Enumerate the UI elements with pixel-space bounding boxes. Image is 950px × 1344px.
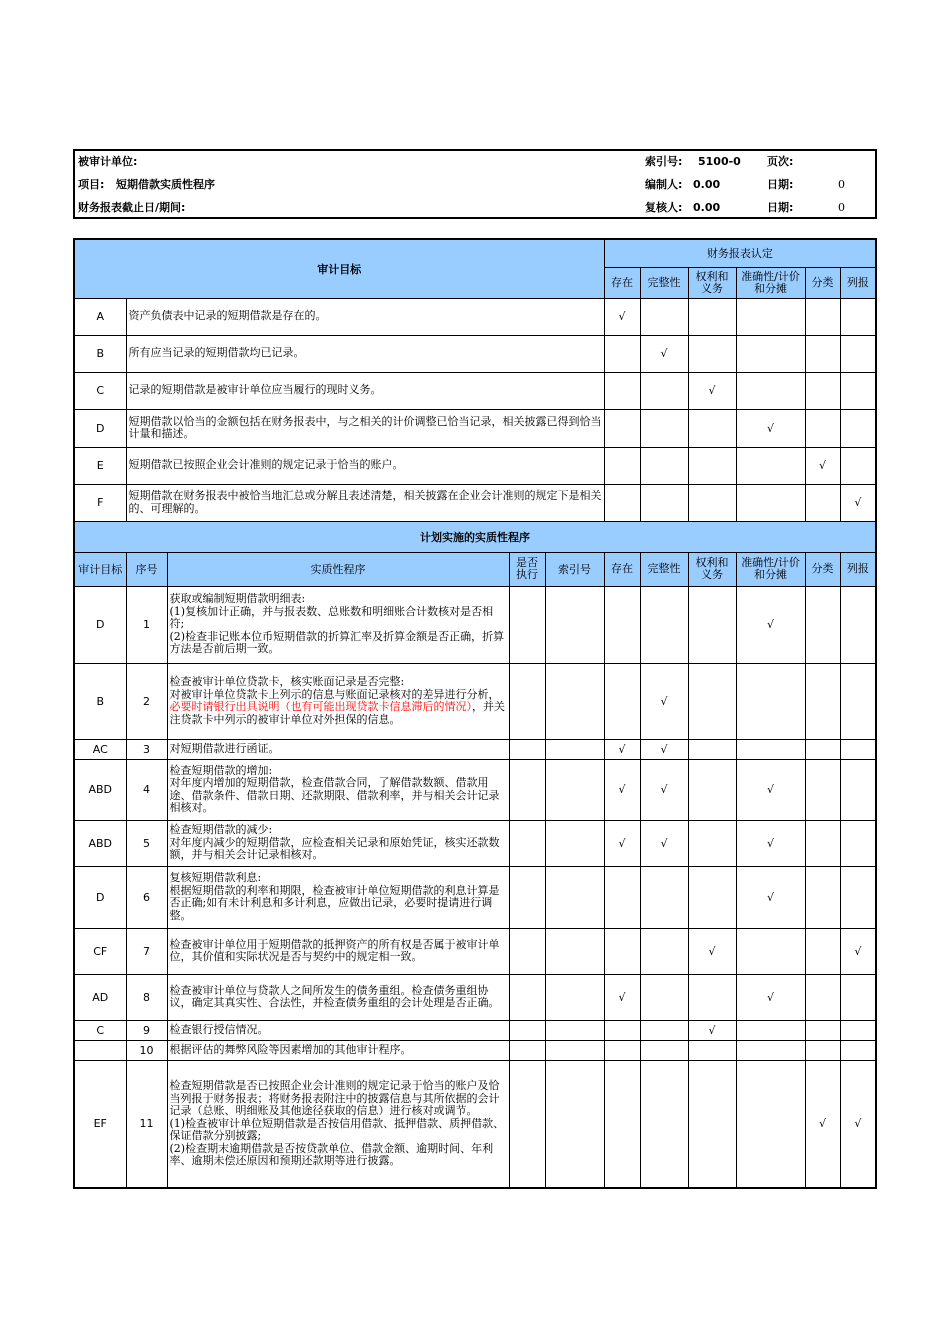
procedure-text	[167, 974, 509, 1020]
check-cell	[688, 1060, 736, 1188]
check-cell: √	[688, 1020, 736, 1040]
check-cell: √	[736, 759, 805, 820]
objective-text: 所有应当记录的短期借款均已记录。	[126, 335, 604, 372]
procedure-seq: 11	[126, 1060, 167, 1188]
check-cell: √	[640, 663, 688, 739]
procedure-seq: 8	[126, 974, 167, 1020]
executed-cell	[509, 866, 545, 928]
assertion-group-header: 财务报表认定	[604, 239, 876, 267]
check-cell: √	[604, 759, 640, 820]
header-row-1	[78, 152, 874, 172]
procedure-text	[167, 759, 509, 820]
check-cell	[688, 586, 736, 663]
check-cell: √	[736, 409, 805, 447]
procedure-text	[167, 820, 509, 866]
objective-text: 资产负债表中记录的短期借款是存在的。	[126, 298, 604, 335]
procedure-line: ，并关注贷款卡中列示的被审计单位对外担保的信息。	[169, 700, 505, 726]
procedure-objective-code: CF	[74, 928, 126, 974]
procedure-row	[74, 866, 876, 928]
check-cell	[840, 866, 876, 928]
check-cell: √	[840, 928, 876, 974]
index-cell	[545, 586, 604, 663]
objective-code: C	[74, 372, 126, 409]
objective-row	[74, 372, 876, 409]
procedure-objective-code	[74, 1040, 126, 1060]
assertion-header-4: 分类	[805, 552, 840, 586]
audit-program-table	[73, 238, 877, 1189]
date-label: 日期:	[767, 178, 794, 191]
procedure-row	[74, 663, 876, 739]
index-cell	[545, 820, 604, 866]
index-cell	[545, 759, 604, 820]
check-cell	[840, 335, 876, 372]
assertion-header-5: 列报	[840, 552, 876, 586]
assertion-header-0: 存在	[604, 552, 640, 586]
period-label: 财务报表截止日/期间:	[78, 201, 186, 214]
check-cell	[805, 759, 840, 820]
document-header	[73, 149, 877, 219]
procedure-text	[167, 1020, 509, 1040]
procedure-text	[167, 928, 509, 974]
check-cell: √	[640, 820, 688, 866]
check-cell	[604, 928, 640, 974]
procedure-objective-code: C	[74, 1020, 126, 1040]
check-cell	[640, 928, 688, 974]
check-cell	[688, 866, 736, 928]
check-cell	[640, 1060, 688, 1188]
check-cell	[604, 447, 640, 484]
date2-label: 日期:	[767, 201, 794, 214]
check-cell	[604, 372, 640, 409]
objective-text: 短期借款以恰当的金额包括在财务报表中，与之相关的计价调整已恰当记录，相关披露已得到恰当计量和描述。	[126, 409, 604, 447]
procedure-line: 根据评估的舞弊风险等因素增加的其他审计程序。	[169, 1042, 412, 1056]
assertion-header-0: 存在	[604, 267, 640, 298]
procedure-line: 根据短期借款的利率和期限，检查被审计单位短期借款的利息计算是否正确;如有未计利息和多计利息，应做出记录，必要时提请进行调整。	[169, 883, 500, 922]
check-cell	[840, 739, 876, 759]
procedures-title-row	[74, 521, 876, 552]
procedure-seq: 4	[126, 759, 167, 820]
check-cell	[840, 1040, 876, 1060]
index-cell	[545, 1040, 604, 1060]
procedure-line: (2)检查期末逾期借款是否按贷款单位、借款金额、逾期时间、年利率、逾期未偿还原因和预期还款期等进行披露。	[169, 1141, 494, 1167]
check-cell: √	[840, 484, 876, 521]
procedure-line: 对年度内减少的短期借款，应检查相关记录和原始凭证，核实还款数额，并与相关会计记录相核对。	[169, 835, 500, 862]
check-cell	[640, 1020, 688, 1040]
procedure-row	[74, 759, 876, 820]
index-cell	[545, 866, 604, 928]
procedure-text	[167, 1060, 509, 1188]
check-cell: √	[736, 974, 805, 1020]
index-cell	[545, 928, 604, 974]
check-cell: √	[640, 739, 688, 759]
executed-cell	[509, 739, 545, 759]
check-cell	[688, 335, 736, 372]
objective-row	[74, 409, 876, 447]
procedure-row	[74, 586, 876, 663]
procedure-seq: 6	[126, 866, 167, 928]
preparer-label: 编制人:	[645, 178, 683, 191]
check-cell	[805, 739, 840, 759]
check-cell	[805, 586, 840, 663]
check-cell	[640, 484, 688, 521]
check-cell	[805, 663, 840, 739]
check-cell: √	[604, 298, 640, 335]
page-label: 页次:	[767, 155, 794, 168]
procedures-title: 计划实施的实质性程序	[74, 521, 876, 552]
objective-text: 记录的短期借款是被审计单位应当履行的现时义务。	[126, 372, 604, 409]
procedure-text	[167, 1040, 509, 1060]
check-cell	[805, 1020, 840, 1040]
objective-code: D	[74, 409, 126, 447]
check-cell	[840, 447, 876, 484]
check-cell	[640, 974, 688, 1020]
check-cell	[640, 409, 688, 447]
objective-text: 短期借款在财务报表中被恰当地汇总或分解且表述清楚，相关披露在企业会计准则的规定下是相关的、可理解的。	[126, 484, 604, 521]
procedures-header-row	[74, 552, 876, 586]
check-cell: √	[736, 820, 805, 866]
check-cell	[604, 1060, 640, 1188]
objectives-title: 审计目标	[74, 239, 604, 298]
check-cell	[736, 1020, 805, 1040]
procedure-objective-code: AC	[74, 739, 126, 759]
check-cell	[736, 484, 805, 521]
objective-text: 短期借款已按照企业会计准则的规定记录于恰当的账户。	[126, 447, 604, 484]
check-cell: √	[604, 974, 640, 1020]
procedure-row	[74, 928, 876, 974]
header-row-2	[78, 175, 874, 195]
check-cell	[688, 739, 736, 759]
check-cell	[604, 866, 640, 928]
check-cell: √	[688, 928, 736, 974]
check-cell	[604, 1040, 640, 1060]
procedure-objective-code: B	[74, 663, 126, 739]
check-cell	[604, 586, 640, 663]
col-index-header: 索引号	[545, 552, 604, 586]
check-cell	[736, 447, 805, 484]
objective-code: B	[74, 335, 126, 372]
check-cell	[604, 1020, 640, 1040]
procedure-text	[167, 586, 509, 663]
procedure-objective-code: D	[74, 866, 126, 928]
check-cell: √	[736, 586, 805, 663]
procedure-seq: 7	[126, 928, 167, 974]
check-cell: √	[604, 739, 640, 759]
index-cell	[545, 1020, 604, 1040]
col-seq-header: 序号	[126, 552, 167, 586]
procedure-line: (1)复核加计正确，并与报表数、总账数和明细账合计数核对是否相符;	[169, 604, 494, 631]
check-cell	[840, 1020, 876, 1040]
procedure-line: 检查短期借款的减少:	[169, 823, 273, 837]
procedure-seq: 2	[126, 663, 167, 739]
procedure-seq: 1	[126, 586, 167, 663]
procedure-highlight-text: 必要时请银行出具说明（也有可能出现贷款卡信息滞后的情况）	[169, 700, 472, 713]
executed-cell	[509, 1060, 545, 1188]
index-value: 5100-0	[698, 155, 741, 168]
index-label: 索引号:	[645, 155, 683, 168]
project-label: 项目:	[78, 178, 105, 191]
procedure-row	[74, 820, 876, 866]
objective-row	[74, 298, 876, 335]
check-cell	[640, 447, 688, 484]
procedure-line: 检查短期借款是否已按照企业会计准则的规定记录于恰当的账户及恰当列报于财务报表；将财务报表附注中的披露信息与其所依据的会计记录（总账、明细账及其他途径获取的信息）进行核对或调节。	[169, 1079, 500, 1117]
check-cell	[805, 335, 840, 372]
objective-code: E	[74, 447, 126, 484]
check-cell	[805, 866, 840, 928]
check-cell	[688, 1040, 736, 1060]
procedure-text	[167, 739, 509, 759]
check-cell	[688, 663, 736, 739]
assertion-header-4: 分类	[805, 267, 840, 298]
check-cell: √	[805, 1060, 840, 1188]
check-cell	[805, 1040, 840, 1060]
check-cell	[736, 1060, 805, 1188]
executed-cell	[509, 820, 545, 866]
procedure-seq: 3	[126, 739, 167, 759]
check-cell	[604, 409, 640, 447]
procedure-line: 检查被审计单位贷款卡，核实账面记录是否完整:	[169, 675, 405, 688]
check-cell: √	[736, 866, 805, 928]
objective-row	[74, 484, 876, 521]
check-cell	[688, 759, 736, 820]
procedure-text	[167, 866, 509, 928]
date-value: 0	[838, 178, 845, 191]
procedure-objective-code: D	[74, 586, 126, 663]
procedure-line: 检查短期借款的增加:	[169, 763, 273, 777]
date2-value: 0	[838, 201, 845, 214]
executed-cell	[509, 974, 545, 1020]
check-cell	[805, 928, 840, 974]
project-value: 短期借款实质性程序	[116, 178, 215, 191]
assertion-header-2: 权利和义务	[688, 267, 736, 298]
assertion-header-1: 完整性	[640, 552, 688, 586]
check-cell	[736, 928, 805, 974]
procedure-line: 对被审计单位贷款卡上列示的信息与账面记录核对的差异进行分析，	[169, 687, 500, 701]
procedure-line: (2)检查非记账本位币短期借款的折算汇率及折算金额是否正确，折算方法是否前后期一致。	[169, 629, 505, 656]
check-cell	[805, 409, 840, 447]
procedure-row	[74, 974, 876, 1020]
check-cell	[640, 1040, 688, 1060]
procedure-objective-code: ABD	[74, 759, 126, 820]
executed-cell	[509, 1040, 545, 1060]
procedure-text	[167, 663, 509, 739]
procedure-row	[74, 1060, 876, 1188]
check-cell	[736, 298, 805, 335]
check-cell: √	[640, 759, 688, 820]
check-cell	[688, 298, 736, 335]
executed-cell	[509, 928, 545, 974]
col-procedure-header: 实质性程序	[167, 552, 509, 586]
check-cell	[604, 335, 640, 372]
index-cell	[545, 1060, 604, 1188]
check-cell	[840, 298, 876, 335]
procedure-line: 对年度内增加的短期借款，检查借款合同，了解借款数额、借款用途、借款条件、借款日期、还款期限、借款利率，并与相关会计记录相核对。	[169, 776, 500, 814]
executed-cell	[509, 759, 545, 820]
check-cell	[805, 974, 840, 1020]
check-cell	[640, 372, 688, 409]
check-cell	[805, 820, 840, 866]
check-cell	[688, 820, 736, 866]
check-cell	[840, 586, 876, 663]
assertion-header-5: 列报	[840, 267, 876, 298]
procedure-line: 对短期借款进行函证。	[169, 741, 280, 755]
check-cell	[688, 974, 736, 1020]
assertion-header-3: 准确性/计价和分摊	[736, 552, 805, 586]
assertion-header-1: 完整性	[640, 267, 688, 298]
check-cell	[736, 739, 805, 759]
reviewer-value: 0.00	[693, 201, 721, 214]
check-cell	[805, 484, 840, 521]
check-cell	[736, 335, 805, 372]
check-cell: √	[688, 372, 736, 409]
check-cell	[688, 409, 736, 447]
header-row-3	[78, 198, 874, 218]
check-cell	[840, 820, 876, 866]
check-cell: √	[805, 447, 840, 484]
executed-cell	[509, 663, 545, 739]
check-cell	[805, 298, 840, 335]
col-executed-header: 是否执行	[509, 552, 545, 586]
check-cell	[805, 372, 840, 409]
objective-row	[74, 447, 876, 484]
procedure-objective-code: EF	[74, 1060, 126, 1188]
index-cell	[545, 974, 604, 1020]
audited-unit-label: 被审计单位:	[78, 155, 138, 168]
check-cell	[736, 372, 805, 409]
executed-cell	[509, 1020, 545, 1040]
check-cell	[640, 586, 688, 663]
check-cell	[688, 484, 736, 521]
check-cell	[640, 866, 688, 928]
procedure-objective-code: ABD	[74, 820, 126, 866]
procedure-seq: 5	[126, 820, 167, 866]
procedure-row	[74, 1040, 876, 1060]
procedure-line: 检查被审计单位用于短期借款的抵押资产的所有权是否属于被审计单位，其价值和实际状况是否与契约中的规定相一致。	[169, 937, 500, 963]
col-objective-header: 审计目标	[74, 552, 126, 586]
reviewer-label: 复核人:	[645, 201, 683, 214]
procedure-line: 复核短期借款利息:	[169, 871, 262, 884]
procedure-objective-code: AD	[74, 974, 126, 1020]
objective-row	[74, 335, 876, 372]
procedure-row	[74, 1020, 876, 1040]
executed-cell	[509, 586, 545, 663]
index-cell	[545, 663, 604, 739]
check-cell	[840, 663, 876, 739]
assertion-header-2: 权利和义务	[688, 552, 736, 586]
check-cell	[736, 663, 805, 739]
preparer-value: 0.00	[693, 178, 721, 191]
check-cell	[736, 1040, 805, 1060]
check-cell: √	[840, 1060, 876, 1188]
check-cell	[840, 409, 876, 447]
procedure-line: 检查被审计单位与贷款人之间所发生的债务重组。检查债务重组协议，确定其真实性、合法性，并检查债务重组的会计处理是否正确。	[169, 983, 500, 1009]
check-cell	[604, 484, 640, 521]
check-cell	[840, 759, 876, 820]
check-cell: √	[604, 820, 640, 866]
procedure-row	[74, 739, 876, 759]
check-cell	[604, 663, 640, 739]
check-cell	[840, 974, 876, 1020]
index-cell	[545, 739, 604, 759]
objective-code: A	[74, 298, 126, 335]
procedure-line: 检查银行授信情况。	[169, 1022, 269, 1036]
check-cell: √	[640, 335, 688, 372]
procedure-seq: 9	[126, 1020, 167, 1040]
procedure-line: 获取或编制短期借款明细表:	[169, 592, 306, 606]
check-cell	[688, 447, 736, 484]
check-cell	[640, 298, 688, 335]
procedure-line: (1)检查被审计单位短期借款是否按信用借款、抵押借款、质押借款、保证借款分别披露;	[169, 1116, 505, 1142]
assertion-header-3: 准确性/计价和分摊	[736, 267, 805, 298]
procedure-seq: 10	[126, 1040, 167, 1060]
check-cell	[840, 372, 876, 409]
objective-code: F	[74, 484, 126, 521]
